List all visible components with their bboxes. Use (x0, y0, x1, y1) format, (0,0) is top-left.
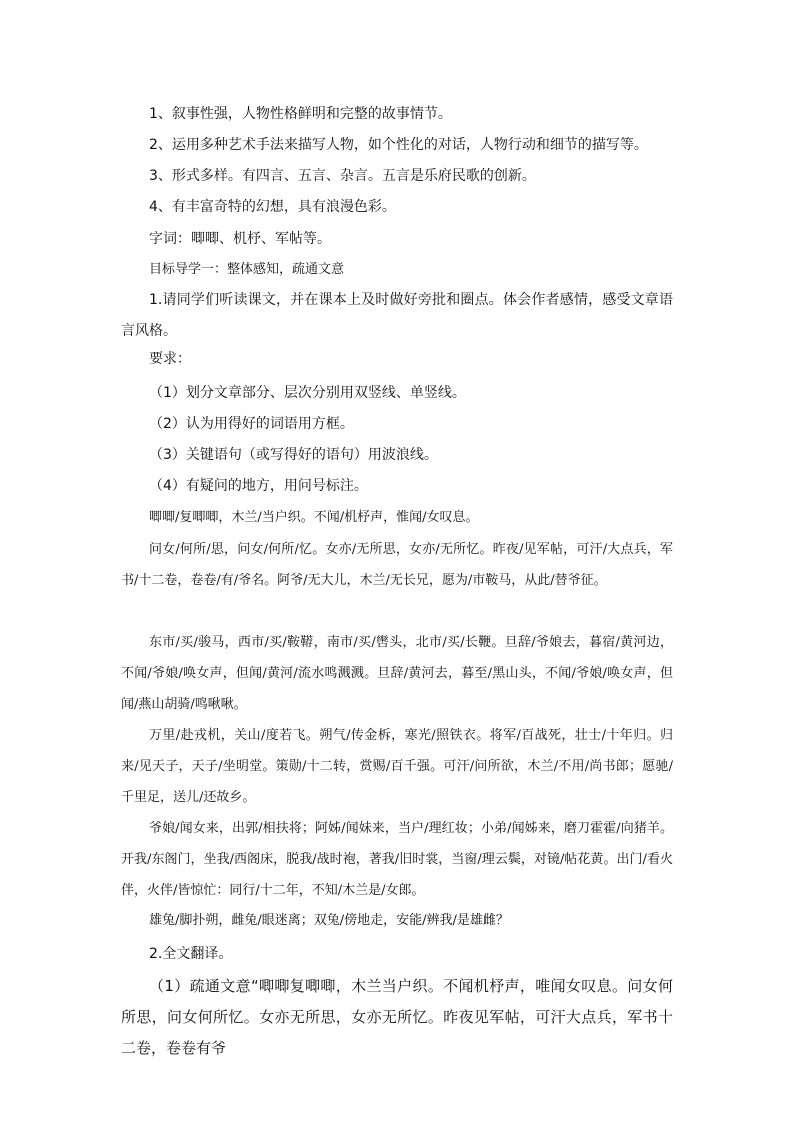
poem-stanza-6: 雄兔/脚扑朔，雌兔/眼迷离；双兔/傍地走，安能/辨我/是雄雌？ (149, 913, 509, 928)
requirement-item-1: （1）划分文章部分、层次分别用双竖线、单竖线。 (149, 385, 466, 401)
poem-stanza-1: 唧唧/复唧唧，木兰/当户织。不闻/机杼声，惟闻/女叹息。 (149, 510, 479, 525)
goal-heading: 目标导学一：整体感知，疏通文意 (149, 262, 345, 277)
poem-stanza-3: 东市/买/骏马，西市/买/鞍鞯，南市/买/辔头，北市/买/长鞭。旦辞/爷娘去，暮宿/黄河边，不闻/爷娘/唤女声，但闻/黄河/流水鸣溅溅。旦辞/黄河去，暮至/黑山头，不闻/爷娘/唤女声，但闻/燕山胡骑/鸣啾啾。 (121, 635, 673, 712)
feature-item-4: 4、有丰富奇特的幻想，具有浪漫色彩。 (149, 199, 396, 215)
translation-paragraph: （1）疏通文意“唧唧复唧唧，木兰当户织。不闻机杼声，唯闻女叹息。问女何所思，问女何所忆。女亦无所思，女亦无所忆。昨夜见军帖，可汗大点兵，军书十二卷，卷卷有爷 (121, 977, 673, 1057)
poem-stanza-5: 爷娘/闻女来，出郭/相扶将；阿姊/闻妹来，当户/理红妆；小弟/闻姊来，磨刀霍霍/向猪羊。开我/东阁门，坐我/西阁床，脱我/战时袍，著我/旧时裳，当窗/理云鬓，对镜/帖花黄。出门/看火伴，火伴/皆惊忙：同行/十二年，不知/木兰是/女郎。 (121, 821, 673, 898)
task-2-heading: 2.全文翻译。 (149, 946, 233, 962)
feature-item-1: 1、叙事性强，人物性格鲜明和完整的故事情节。 (149, 106, 452, 122)
vocab-line: 字词：唧唧、机杼、军帖等。 (149, 231, 331, 247)
feature-item-2: 2、运用多种艺术手法来描写人物，如个性化的对话，人物行动和细节的描写等。 (149, 137, 648, 153)
requirement-item-3: （3）关键语句（或写得好的语句）用波浪线。 (149, 447, 438, 463)
feature-item-3: 3、形式多样。有四言、五言、杂言。五言是乐府民歌的创新。 (149, 168, 536, 184)
poem-stanza-4: 万里/赴戎机，关山/度若飞。朔气/传金柝，寒光/照铁衣。将军/百战死，壮士/十年归。归来/见天子，天子/坐明堂。策勋/十二转，赏赐/百千强。可汗/问所欲，木兰/不用/尚书郎；愿驰/千里足，送儿/还故乡。 (121, 728, 673, 805)
poem-stanza-2: 问女/何所/思，问女/何所/忆。女亦/无所思，女亦/无所忆。昨夜/见军帖，可汗/大点兵，军书/十二卷，卷卷/有/爷名。阿爷/无大儿，木兰/无长兄，愿为/市鞍马，从此/替爷征。 (121, 542, 673, 588)
requirements-label: 要求： (149, 351, 191, 367)
requirement-item-2: （2）认为用得好的词语用方框。 (149, 416, 354, 432)
requirement-item-4: （4）有疑问的地方，用问号标注。 (149, 478, 368, 494)
task-1-paragraph: 1.请同学们听读课文，并在课本上及时做好旁批和圈点。体会作者感情，感受文章语言风格。 (121, 292, 673, 339)
